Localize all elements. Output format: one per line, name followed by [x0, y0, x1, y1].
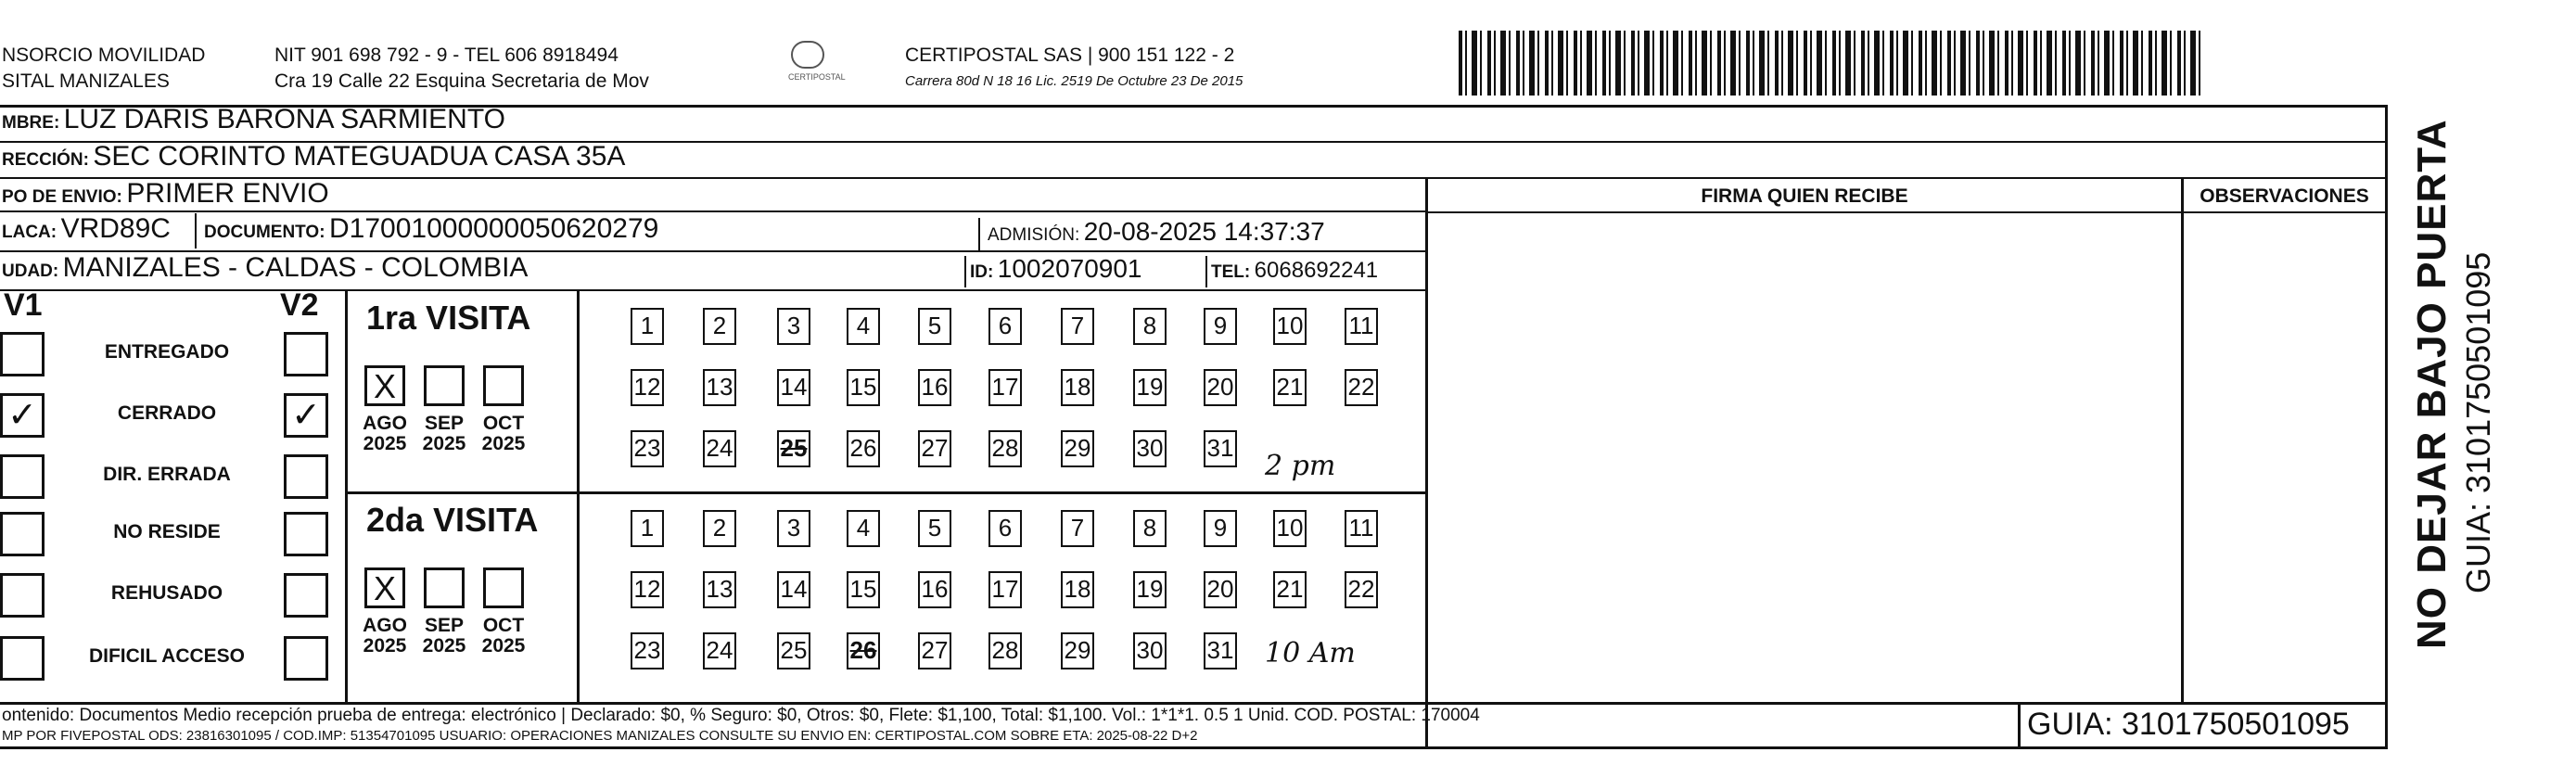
- side-guia-text: GUIA: 3101750501095: [2459, 251, 2497, 593]
- day-box[interactable]: 15: [847, 369, 880, 406]
- id-value: 1002070901: [997, 254, 1142, 283]
- admission-field: [988, 217, 1325, 247]
- day-box[interactable]: 7: [1061, 308, 1094, 345]
- day-box[interactable]: 12: [631, 571, 664, 608]
- v1-checkbox[interactable]: [0, 636, 45, 681]
- carrier-block: [905, 43, 1243, 95]
- document-field: [204, 213, 658, 245]
- day-box[interactable]: 10: [1273, 308, 1307, 345]
- consortium-line2: SITAL MANIZALES: [2, 70, 170, 92]
- consortium-line1: NSORCIO MOVILIDAD: [2, 45, 206, 66]
- v2-checkbox[interactable]: [284, 573, 328, 618]
- visit-title: 1ra VISITA: [366, 299, 531, 337]
- id-label: ID:: [970, 262, 994, 282]
- month-year: 2025: [422, 433, 466, 454]
- tel-label: TEL:: [1211, 262, 1251, 282]
- send-type: PRIMER ENVIO: [126, 178, 329, 209]
- address-label: RECCIÓN:: [2, 150, 89, 170]
- day-box[interactable]: 29: [1061, 430, 1094, 467]
- visit-title: 2da VISITA: [366, 501, 539, 539]
- day-box[interactable]: 13: [703, 571, 736, 608]
- day-box[interactable]: 31: [1204, 430, 1237, 467]
- status-label: CERRADO: [117, 402, 217, 424]
- day-box[interactable]: 13: [703, 369, 736, 406]
- day-box[interactable]: 11: [1345, 308, 1378, 345]
- month-checkbox[interactable]: [424, 567, 465, 608]
- footer-top-line: [0, 702, 2388, 705]
- visit-divider: [345, 491, 1425, 494]
- month-checkbox[interactable]: [483, 365, 524, 406]
- v2-checkbox[interactable]: [284, 332, 328, 376]
- status-label: DIFICIL ACCESO: [88, 645, 245, 667]
- day-box[interactable]: 1: [631, 510, 664, 547]
- document-label: DOCUMENTO:: [204, 223, 325, 242]
- day-box[interactable]: 25: [777, 430, 810, 467]
- day-box[interactable]: 7: [1061, 510, 1094, 547]
- day-box[interactable]: 8: [1133, 510, 1167, 547]
- status-divider: [345, 289, 348, 703]
- carrier-address: Carrera 80d N 18 16 Lic. 2519 De Octubre 23 De 2015: [905, 73, 1243, 89]
- observations-column-header: OBSERVACIONES: [2200, 185, 2369, 207]
- day-box[interactable]: 17: [988, 369, 1022, 406]
- day-box[interactable]: 16: [918, 571, 951, 608]
- id-field: [970, 254, 1142, 284]
- signature-column-header: FIRMA QUIEN RECIBE: [1701, 185, 1908, 207]
- month-checkbox[interactable]: X: [364, 365, 405, 406]
- day-box[interactable]: 15: [847, 571, 880, 608]
- send-type-label: PO DE ENVIO:: [2, 187, 122, 207]
- admission-label: ADMISIÓN:: [988, 225, 1080, 245]
- recipient-address: SEC CORINTO MATEGUADUA CASA 35A: [93, 141, 626, 172]
- day-box[interactable]: 14: [777, 369, 810, 406]
- name-label: MBRE:: [2, 113, 60, 133]
- v2-checkbox[interactable]: ✓: [284, 393, 328, 438]
- v1-checkbox[interactable]: ✓: [0, 393, 45, 438]
- send-type-row: [2, 178, 329, 210]
- tel-field: [1211, 258, 1378, 284]
- day-box[interactable]: 23: [631, 632, 664, 669]
- status-label: REHUSADO: [110, 582, 223, 604]
- day-box[interactable]: 2: [703, 510, 736, 547]
- month-divider: [577, 289, 580, 703]
- v1-checkbox[interactable]: [0, 332, 45, 376]
- day-box[interactable]: 6: [988, 510, 1022, 547]
- document-value: D17001000000050620279: [329, 213, 659, 244]
- day-box[interactable]: 25: [777, 632, 810, 669]
- day-box[interactable]: 1: [631, 308, 664, 345]
- month-year: 2025: [481, 635, 526, 657]
- month-year: 2025: [422, 635, 466, 657]
- day-box[interactable]: 8: [1133, 308, 1167, 345]
- v2-header: V2: [280, 287, 319, 323]
- consortium-contact: [274, 43, 649, 95]
- status-label: NO RESIDE: [113, 521, 221, 542]
- day-box[interactable]: 20: [1204, 369, 1237, 406]
- footer-imp: MP POR FIVEPOSTAL ODS: 23816301095 / COD.IMP: 51354701095 USUARIO: OPERACIONES MANIZALES CONSULTE SU ENVIO EN: CERTIPOSTAL.COM SOBRE ETA: 2025-08-22 D+2: [2, 728, 1198, 744]
- day-box[interactable]: 4: [847, 308, 880, 345]
- month-name: OCT: [482, 615, 525, 636]
- address-row: [2, 141, 625, 172]
- day-box[interactable]: 26: [847, 430, 880, 467]
- footer-divider: [2018, 702, 2021, 746]
- side-warning-text: NO DEJAR BAJO PUERTA: [2409, 119, 2455, 649]
- v1-checkbox[interactable]: [0, 573, 45, 618]
- v1-checkbox[interactable]: [0, 454, 45, 499]
- visit2-handwritten-note: 10 Am: [1265, 637, 1356, 669]
- month-name: OCT: [482, 413, 525, 434]
- day-box[interactable]: 24: [703, 632, 736, 669]
- month-year: 2025: [363, 635, 407, 657]
- cell-divider: [195, 213, 197, 249]
- day-box[interactable]: 14: [777, 571, 810, 608]
- tel-value: 6068692241: [1254, 258, 1379, 283]
- day-box[interactable]: 30: [1133, 632, 1167, 669]
- footer-content: ontenido: Documentos Medio recepción prueba de entrega: electrónico | Declarado: $0, % Seguro: $0, Otros: $0, Flete: $1,100, Total: $1,100. Vol.: 1*1*1. 0.5 1 Unid. COD. POSTAL: 170004: [2, 706, 1480, 725]
- col-divider: [2181, 178, 2184, 703]
- day-box[interactable]: 27: [918, 632, 951, 669]
- carrier-name: CERTIPOSTAL SAS | 900 151 122 - 2: [905, 45, 1235, 66]
- v2-checkbox[interactable]: [284, 454, 328, 499]
- day-box[interactable]: 28: [988, 430, 1022, 467]
- month-name: AGO: [363, 615, 407, 636]
- v1-header: V1: [4, 287, 43, 323]
- nit-text: NIT 901 698 792 - 9 - TEL 606 8918494: [274, 45, 618, 66]
- visit1-handwritten-note: 2 pm: [1265, 450, 1336, 482]
- day-box[interactable]: 12: [631, 369, 664, 406]
- row-divider: [0, 289, 1425, 291]
- day-box[interactable]: 10: [1273, 510, 1307, 547]
- day-box[interactable]: 29: [1061, 632, 1094, 669]
- row-divider: [1425, 211, 2388, 213]
- city-value: MANIZALES - CALDAS - COLOMBIA: [62, 252, 529, 283]
- day-box[interactable]: 5: [918, 308, 951, 345]
- recipient-name: LUZ DARIS BARONA SARMIENTO: [63, 104, 505, 134]
- day-box[interactable]: 24: [703, 430, 736, 467]
- month-name: SEP: [424, 413, 465, 434]
- city-label: UDAD:: [2, 261, 59, 281]
- month-checkbox[interactable]: [483, 567, 524, 608]
- barcode: [1459, 31, 2200, 96]
- day-box[interactable]: 5: [918, 510, 951, 547]
- day-box[interactable]: 9: [1204, 308, 1237, 345]
- day-box[interactable]: 3: [777, 308, 810, 345]
- status-label: ENTREGADO: [104, 341, 230, 363]
- day-box[interactable]: 4: [847, 510, 880, 547]
- v2-checkbox[interactable]: [284, 512, 328, 556]
- admission-value: 20-08-2025 14:37:37: [1083, 217, 1325, 246]
- status-label: DIR. ERRADA: [103, 464, 231, 485]
- plate-value: VRD89C: [60, 213, 171, 244]
- month-label: [476, 414, 531, 454]
- month-checkbox[interactable]: X: [364, 567, 405, 608]
- day-box[interactable]: 28: [988, 632, 1022, 669]
- month-checkbox[interactable]: [424, 365, 465, 406]
- v2-checkbox[interactable]: [284, 636, 328, 681]
- day-box[interactable]: 21: [1273, 369, 1307, 406]
- certipostal-logo-icon: [791, 41, 824, 69]
- name-row: [2, 104, 505, 141]
- month-year: 2025: [363, 433, 407, 454]
- day-box[interactable]: 19: [1133, 571, 1167, 608]
- month-name: SEP: [424, 615, 465, 636]
- city-field: [2, 252, 528, 284]
- day-box[interactable]: 6: [988, 308, 1022, 345]
- day-box[interactable]: 22: [1345, 571, 1378, 608]
- cell-divider: [978, 218, 980, 251]
- day-box[interactable]: 26: [847, 632, 880, 669]
- day-box[interactable]: 23: [631, 430, 664, 467]
- day-box[interactable]: 11: [1345, 510, 1378, 547]
- col-divider: [1425, 178, 1428, 746]
- month-label: [357, 616, 413, 657]
- day-box[interactable]: 22: [1345, 369, 1378, 406]
- day-box[interactable]: 2: [703, 308, 736, 345]
- day-box[interactable]: 18: [1061, 571, 1094, 608]
- footer-guia: GUIA: 3101750501095: [2027, 707, 2350, 742]
- consortium-address: Cra 19 Calle 22 Esquina Secretaria de Mov: [274, 70, 649, 92]
- cell-divider: [964, 256, 966, 287]
- consortium-name: [2, 43, 205, 95]
- row-divider: [0, 177, 2388, 179]
- day-box[interactable]: 20: [1204, 571, 1237, 608]
- day-box[interactable]: 17: [988, 571, 1022, 608]
- day-box[interactable]: 30: [1133, 430, 1167, 467]
- plate-label: LACA:: [2, 223, 57, 242]
- frame-right: [2385, 105, 2388, 746]
- month-label: [416, 616, 472, 657]
- month-name: AGO: [363, 413, 407, 434]
- month-label: [476, 616, 531, 657]
- logo-text: CERTIPOSTAL: [788, 72, 846, 82]
- row-divider: [0, 210, 1425, 212]
- v1-checkbox[interactable]: [0, 512, 45, 556]
- day-box[interactable]: 19: [1133, 369, 1167, 406]
- day-box[interactable]: 9: [1204, 510, 1237, 547]
- day-box[interactable]: 21: [1273, 571, 1307, 608]
- day-box[interactable]: 31: [1204, 632, 1237, 669]
- day-box[interactable]: 18: [1061, 369, 1094, 406]
- day-box[interactable]: 3: [777, 510, 810, 547]
- day-box[interactable]: 16: [918, 369, 951, 406]
- day-box[interactable]: 27: [918, 430, 951, 467]
- frame-bottom: [0, 746, 2388, 749]
- month-label: [357, 414, 413, 454]
- cell-divider: [1205, 256, 1207, 287]
- month-label: [416, 414, 472, 454]
- plate-field: [2, 213, 171, 245]
- month-year: 2025: [481, 433, 526, 454]
